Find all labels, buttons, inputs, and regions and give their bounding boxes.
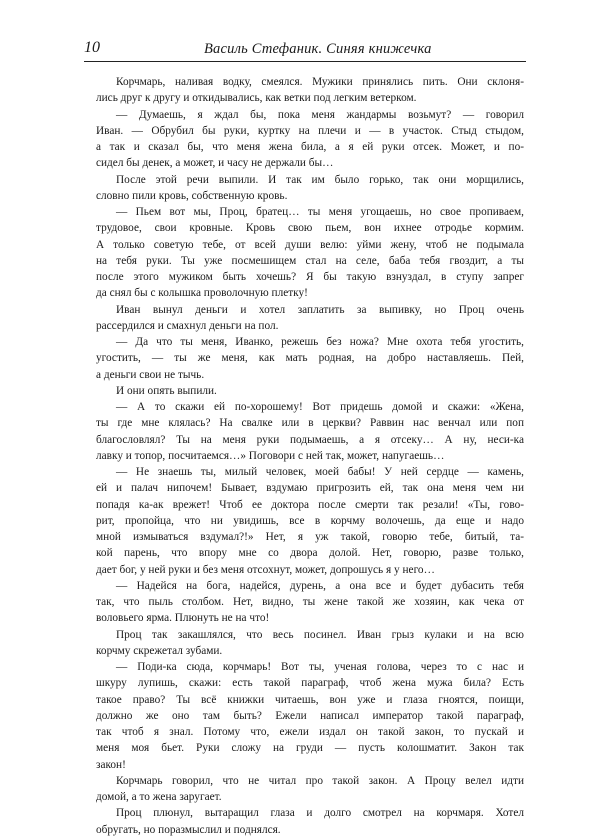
body-text bbox=[96, 74, 524, 838]
running-title: Василь Стефаник. Синяя книжечка bbox=[204, 41, 432, 57]
paragraph bbox=[96, 773, 524, 806]
text-line: попадя ка-ак врежет! Чтоб ее доктора после смерти так резали! «Ты, гово- bbox=[96, 498, 524, 511]
text-line: — Пьем вот мы, Проц, братец… ты меня угощаешь, но свое пропиваем, bbox=[116, 206, 524, 218]
header-rule bbox=[84, 61, 526, 62]
paragraph bbox=[96, 204, 524, 302]
text-line: Проц так закашлялся, что весь посинел. Иван грыз кулаки и на всю bbox=[116, 628, 524, 641]
page-header bbox=[84, 38, 526, 62]
text-line: рит, пропойца, что ни увидишь, все в корчму волочешь, да еще и надо bbox=[96, 514, 524, 527]
text-line: лись друг к другу и откидывались, как ветки под легким ветерком. bbox=[96, 92, 417, 105]
text-line: Проц плюнул, вытаращил глаза и долго смотрел на корчмаря. Хотел bbox=[116, 807, 524, 820]
text-line: кой парень, что впору мне со двора долой. Нет, говорю, разве только, bbox=[96, 547, 524, 560]
text-line: После этой речи выпили. И так им было горько, так они морщились, bbox=[116, 173, 524, 186]
text-line: благословлял? Ты на меня руки подымаешь, а я отсеку… А ну, неси-ка bbox=[96, 433, 524, 446]
text-line: обругать, но поразмыслил и поднялся. bbox=[96, 823, 281, 836]
paragraph bbox=[96, 334, 524, 383]
text-line: — Не знаешь ты, милый человек, моей бабы! У ней сердце — камень, bbox=[116, 466, 524, 478]
text-line: так, что пыль столбом. Нет, видно, ты жене такой же хозяин, как чека от bbox=[96, 596, 524, 608]
text-line: — Надейся на бога, надейся, дурень, а она все и будет дубасить тебя bbox=[116, 579, 524, 592]
text-line: такое право? Ты всё книжки читаешь, вон уже и глаза гноятся, поищи, bbox=[96, 693, 524, 706]
paragraph bbox=[96, 172, 524, 205]
text-line: а деньги свои не тычь. bbox=[96, 368, 205, 381]
text-line: закон! bbox=[96, 758, 126, 771]
text-line: меня моя бьет. Руки сложу на груди — пусть колошматит. Закон так bbox=[96, 742, 524, 755]
text-line: после этого мужиком быть хочешь? Я бы такую взнуздал, в ступу запрег bbox=[96, 271, 524, 283]
text-line: на тебя руки. Ты уже посмешищем стал на селе, баба тебя гвоздит, а ты bbox=[96, 254, 524, 267]
text-line: трудовое, свои кровные. Кровь свою пьем, вон ихнее отродье кормим. bbox=[96, 222, 524, 235]
paragraph bbox=[96, 107, 524, 172]
text-line: — Поди-ка сюда, корчмарь! Вот ты, ученая голова, через то с нас и bbox=[116, 661, 524, 673]
paragraph bbox=[96, 627, 524, 660]
text-line: И они опять выпили. bbox=[116, 384, 217, 397]
text-line: рассердился и смахнул деньги на пол. bbox=[96, 319, 279, 332]
text-line: — А то скажи ей по-хорошему! Вот придешь домой и скажи: «Жена, bbox=[116, 401, 524, 413]
text-line: да снял бы с колышка проволочную плетку! bbox=[96, 287, 308, 300]
text-line: домой, а то жена заругает. bbox=[96, 791, 222, 803]
text-line: а так и сказал бы, что меня жена била, а я ей руки отсек. Может, и по- bbox=[96, 141, 524, 153]
paragraph bbox=[96, 383, 524, 399]
text-line: сидел бы денек, а может, и часу не держали бы… bbox=[96, 157, 334, 170]
paragraph bbox=[96, 302, 524, 335]
text-line: мной измываться вздумал?!» Нет, я уж такой, говорю тебе, битый, та- bbox=[96, 531, 524, 543]
text-line: корчму скрежетал зубами. bbox=[96, 644, 223, 657]
text-line: так чтоб я знал. Потому что, ежели издал он такой закон, то пускай и bbox=[96, 726, 524, 738]
text-line: ей и палач нипочем! Бывает, вздумаю пригрозить ей, так она меня чем ни bbox=[96, 482, 524, 495]
text-line: А только советую тебе, от всей души велю: уйми жену, чтоб не подымала bbox=[96, 238, 524, 251]
text-line: Корчмарь говорил, что не читал про такой закон. А Процу велел идти bbox=[116, 774, 524, 787]
text-line: Иван. — Обрубил бы руки, куртку на плечи и — в участок. Стыд стыдом, bbox=[96, 124, 524, 137]
text-line: должно же оно там быть? Ежели написал император такой параграф, bbox=[96, 709, 524, 722]
text-line: — Да что ты меня, Иванко, режешь без ножа? Мне охота тебя угостить, bbox=[116, 336, 524, 348]
paragraph bbox=[96, 464, 524, 578]
paragraph bbox=[96, 399, 524, 464]
paragraph bbox=[96, 74, 524, 107]
text-line: дает бог, у ней руки и без меня отсохнут, может, допрошусь я у него… bbox=[96, 563, 435, 576]
paragraph bbox=[96, 578, 524, 627]
text-line: Корчмарь, наливая водку, смеялся. Мужики принялись пить. Они склоня- bbox=[116, 76, 524, 88]
text-line: ты где мне клялась? На свалке или в церкви? Раввин нас венчал или поп bbox=[96, 417, 524, 430]
paragraph bbox=[96, 805, 524, 838]
text-line: Иван вынул деньги и хотел заплатить за выпивку, но Проц очень bbox=[116, 303, 524, 316]
text-line: лавку и топор, посчитаемся…» Поговори с ней так, может, напугаешь… bbox=[96, 449, 445, 462]
text-line: шкуру лупишь, скажи: есть такой параграф, чтоб жена мужа била? Есть bbox=[96, 677, 524, 690]
paragraph bbox=[96, 659, 524, 773]
text-line: — Думаешь, я ждал бы, пока меня жандармы возьмут? — говорил bbox=[116, 108, 524, 121]
text-line: словно пили кровь, собственную кровь. bbox=[96, 189, 288, 202]
page-number: 10 bbox=[84, 39, 100, 56]
text-line: угостить, — ты же меня, как мать родная, на добро наставляешь. Пей, bbox=[96, 352, 524, 365]
text-line: воловьего ярма. Плюнуть не на что! bbox=[96, 612, 270, 625]
